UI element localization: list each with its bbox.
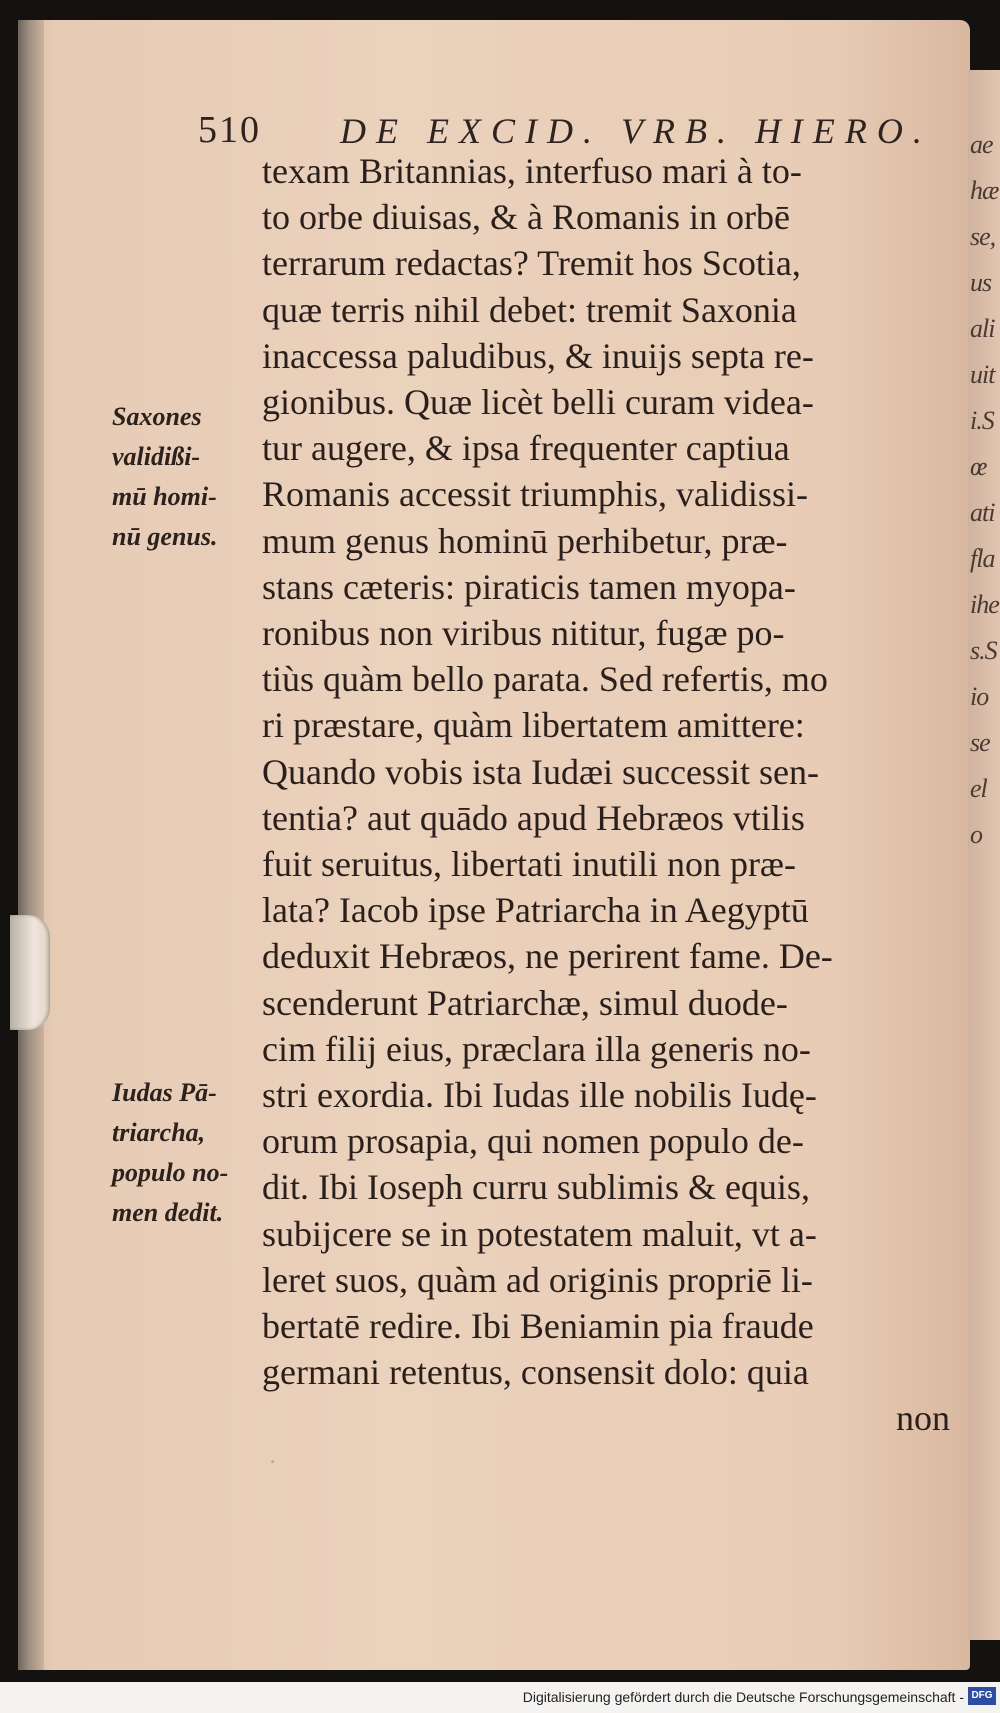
- footer-bar: [0, 1682, 1000, 1713]
- facing-page-fragment: io: [970, 682, 989, 711]
- margin-note-line: nū genus.: [112, 522, 218, 551]
- facing-page-fragment: ae: [970, 130, 993, 159]
- facing-page-fragment: ihe: [970, 590, 999, 619]
- facing-page-fragment: ali: [970, 314, 995, 343]
- text-line: stans cæteris: piraticis tamen myopa-: [262, 566, 796, 607]
- facing-page-fragment: us: [970, 268, 992, 297]
- facing-page-edge: [968, 70, 1000, 1640]
- text-line: ri præstare, quàm libertatem amittere:: [262, 705, 805, 746]
- facing-page-fragment: œ: [970, 452, 987, 481]
- text-line: cim filij eius, præclara illa generis no-: [262, 1028, 811, 1069]
- text-line: Quando vobis ista Iudæi successit sen-: [262, 751, 819, 792]
- dfg-logo: DFG: [968, 1687, 996, 1705]
- facing-page-fragment: se,: [970, 222, 996, 251]
- running-title: DE EXCID. VRB. HIERO.: [340, 111, 932, 151]
- text-line: orum prosapia, qui nomen populo de-: [262, 1121, 804, 1162]
- footer-credit: Digitalisierung gefördert durch die Deutsche Forschungsgemeinschaft -: [522, 1689, 964, 1705]
- catchword: non: [896, 1398, 950, 1439]
- text-line: bertatē redire. Ibi Beniamin pia fraude: [262, 1306, 814, 1346]
- show-through-smudge: .: [270, 1440, 277, 1469]
- facing-page-fragment: o: [970, 820, 982, 849]
- text-line: terrarum redactas? Tremit hos Scotia,: [262, 243, 801, 284]
- text-line: leret suos, quàm ad originis propriē li-: [262, 1259, 813, 1300]
- page-gutter-edge: [18, 20, 44, 1670]
- text-line: ronibus non viribus nititur, fugæ po-: [262, 613, 785, 653]
- margin-note-line: Saxones: [112, 402, 202, 431]
- paper-fold-tab: [10, 915, 50, 1030]
- facing-page-fragment: hæ: [970, 176, 999, 205]
- text-line: germani retentus, consensit dolo: quia: [262, 1352, 809, 1393]
- text-line: tur augere, & ipsa frequenter captiua: [262, 428, 790, 469]
- text-line: lata? Iacob ipse Patriarcha in Aegyptū: [262, 890, 809, 931]
- facing-page-fragment: i.S: [970, 406, 994, 435]
- text-line: texam Britannias, interfuso mari à to-: [262, 151, 802, 191]
- margin-note-line: Iudas Pā-: [112, 1078, 217, 1107]
- margin-note-line: men dedit.: [112, 1198, 224, 1227]
- text-line: inaccessa paludibus, & inuijs septa re-: [262, 335, 814, 376]
- text-line: tiùs quàm bello parata. Sed refertis, mo: [262, 659, 828, 700]
- text-line: to orbe diuisas, & à Romanis in orbē: [262, 197, 790, 238]
- text-line: quæ terris nihil debet: tremit Saxonia: [262, 289, 797, 330]
- text-line: fuit seruitus, libertati inutili non præ-: [262, 844, 796, 884]
- text-line: stri exordia. Ibi Iudas ille nobilis Iudę-: [262, 1075, 817, 1115]
- text-line: tentia? aut quādo apud Hebræos vtilis: [262, 797, 805, 838]
- margin-note-line: validißi-: [112, 442, 201, 471]
- facing-page-fragment: ati: [970, 498, 995, 527]
- text-line: scenderunt Patriarchæ, simul duode-: [262, 982, 788, 1023]
- text-line: Romanis accessit triumphis, validissi-: [262, 474, 808, 515]
- facing-page-fragment: s.S: [970, 636, 997, 665]
- margin-note-line: triarcha,: [112, 1118, 206, 1147]
- margin-note-line: mū homi-: [112, 482, 217, 511]
- facing-page-fragment: uit: [970, 360, 995, 389]
- facing-page-fragment: el: [970, 774, 987, 803]
- page-number: 510: [198, 109, 261, 151]
- text-line: subijcere se in potestatem maluit, vt a-: [262, 1213, 817, 1254]
- text-line: gionibus. Quæ licèt belli curam videa-: [262, 382, 814, 422]
- text-line: dit. Ibi Ioseph curru sublimis & equis,: [262, 1167, 810, 1208]
- text-line: deduxit Hebræos, ne perirent fame. De-: [262, 936, 833, 977]
- facing-page-fragment: se: [970, 728, 990, 757]
- facing-page-fragment: fla: [970, 544, 995, 573]
- margin-note-line: populo no-: [112, 1158, 229, 1187]
- text-line: mum genus hominū perhibetur, præ-: [262, 520, 788, 561]
